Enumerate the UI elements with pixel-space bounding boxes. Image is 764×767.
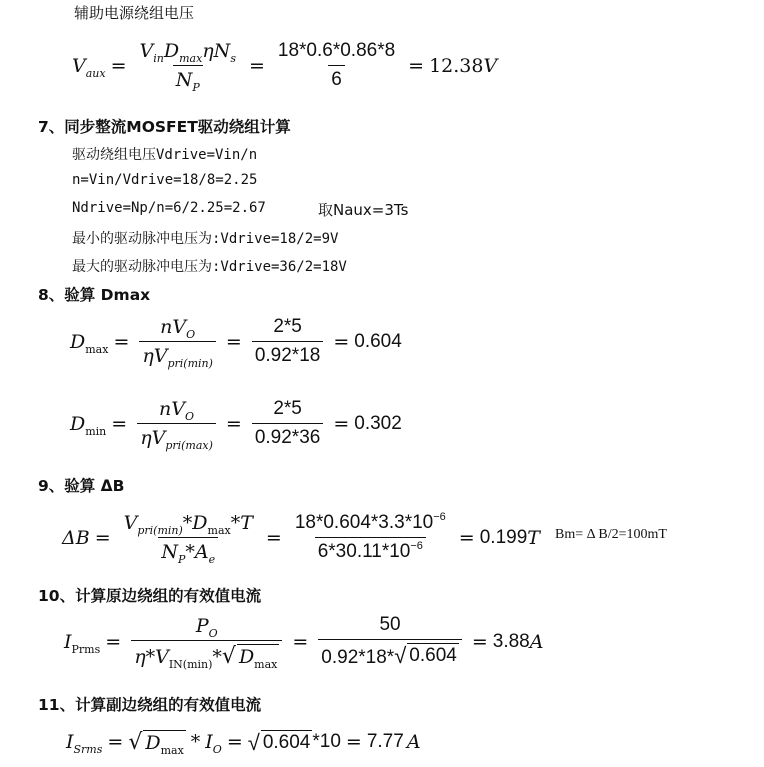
- iprms-formula: $I_{Prms}$ = $P_O$ $\eta*V_{IN(min)}*$ √ $D_{max}$ = 50 0.92*18* √ 0.604 = 3.88 A: [64, 614, 544, 671]
- dmax-formula: $D_{max}$ = $\frac{nV_O}{\eta V_{pri(min)}}$ = $\frac{2*5}{0.92*18}$ = 0.604: [70, 316, 402, 370]
- aux-formula: $V_{aux}$ = $\frac{V_{in}D_{max}\eta N_s}{N_P}$ = $\frac{18*0.6*0.86*8}{6}$ = 12.38 V: [72, 40, 498, 94]
- isrms-formula: $I_{Srms}$ = √ $D_{max}$ * $I_O$ = √ 0.604 *10 = 7.77 A: [66, 730, 421, 757]
- section-10-heading: 10、计算原边绕组的有效值电流: [38, 587, 262, 605]
- s7-line-1: 驱动绕组电压Vdrive=Vin/n: [72, 147, 258, 163]
- dmin-formula: $D_{min}$ = $\frac{nV_O}{\eta V_{pri(max)}}$ = $\frac{2*5}{0.92*36}$ = 0.302: [70, 398, 402, 452]
- aux-heading: 辅助电源绕组电压: [74, 4, 195, 22]
- section-7-heading: 7、同步整流MOSFET驱动绕组计算: [38, 118, 291, 136]
- section-9-heading: 9、验算 ΔB: [38, 477, 125, 495]
- delta-b-formula: ΔB = $\frac{V_{pri(min)}*D_{max}*T}{N_P*A_e}$ = $\frac{18*0.604*3.3*10^{-6}}{6*30.11*10^{-6}}$ = 0.199 T: [62, 511, 540, 566]
- s7-line-4: 最小的驱动脉冲电压为:Vdrive=18/2=9V: [72, 231, 339, 247]
- bm-note: Bm= Δ B/2=100mT: [555, 527, 667, 542]
- s7-line-3: Ndrive=Np/n=6/2.25=2.67: [72, 200, 266, 216]
- s7-naux-note: 取Naux=3Ts: [318, 201, 409, 219]
- section-11-heading: 11、计算副边绕组的有效值电流: [38, 696, 262, 714]
- section-8-heading: 8、验算 Dmax: [38, 286, 151, 304]
- s7-line-2: n=Vin/Vdrive=18/8=2.25: [72, 172, 258, 188]
- s7-line-5: 最大的驱动脉冲电压为:Vdrive=36/2=18V: [72, 259, 347, 275]
